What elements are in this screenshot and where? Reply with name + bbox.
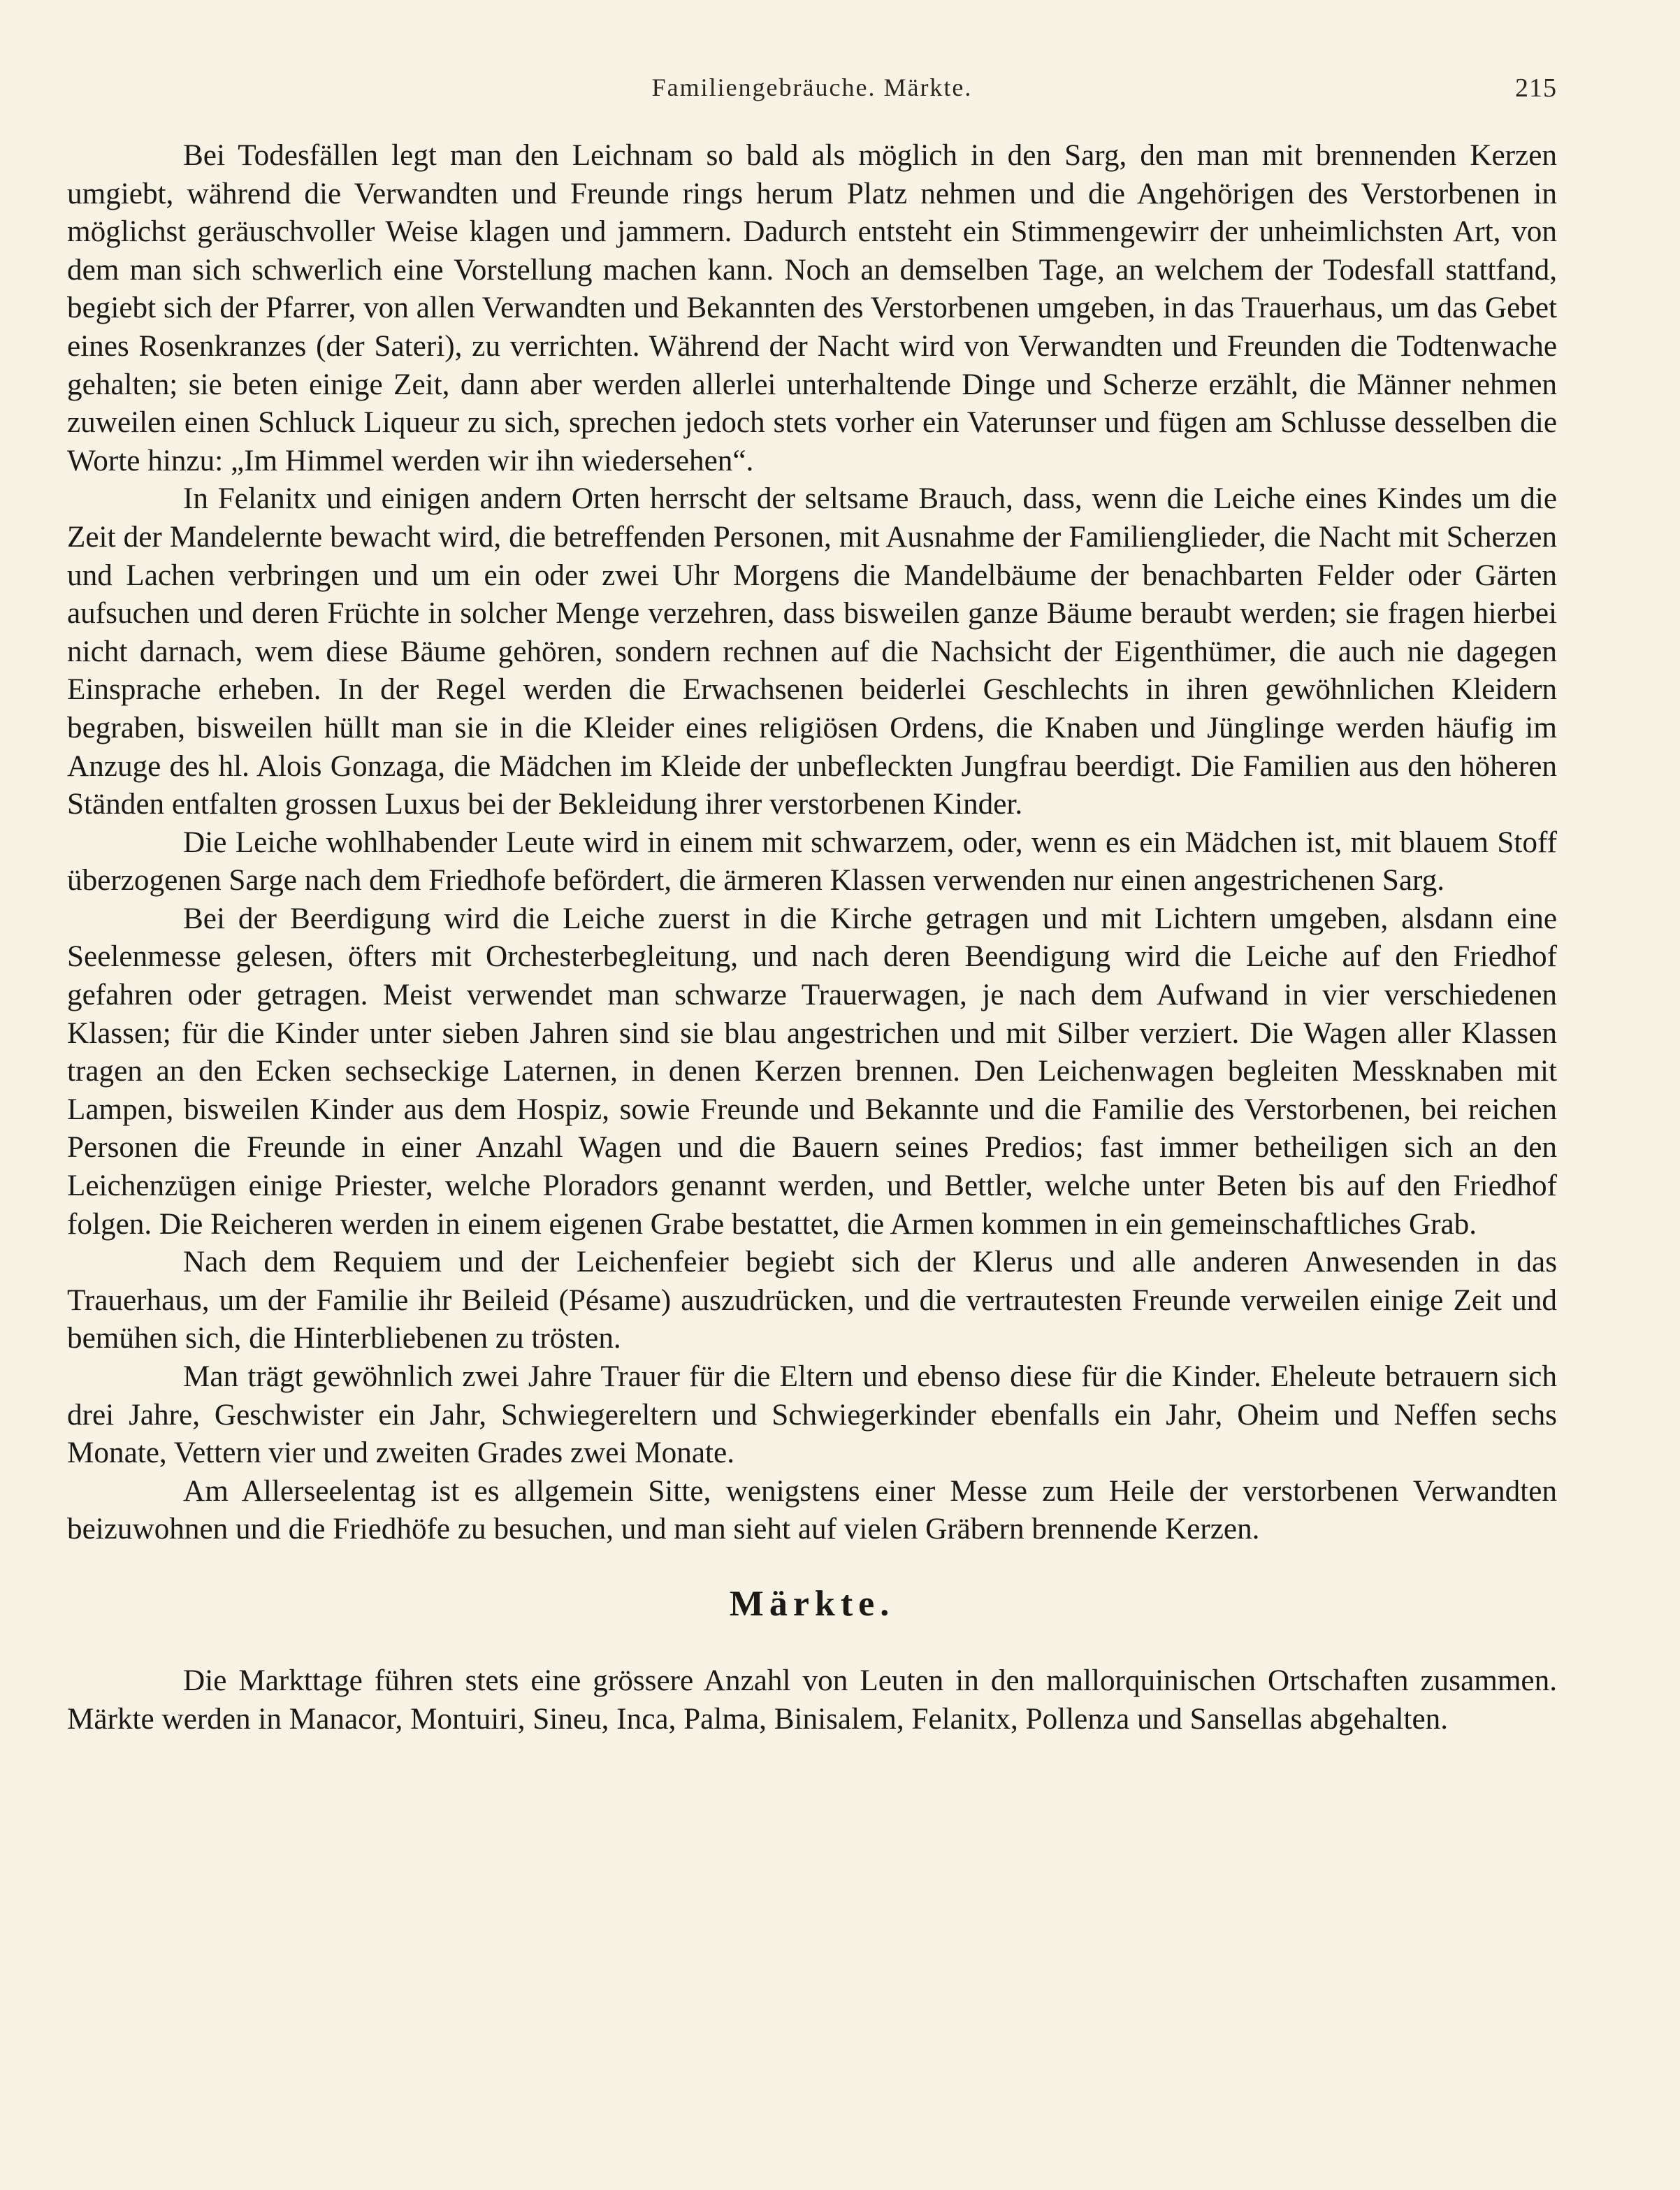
running-title: Familiengebräuche. Märkte.: [651, 73, 973, 101]
paragraph-condolence: Nach dem Requiem und der Leichenfeier begiebt sich der Klerus und alle anderen Anwesenden in das Trauerhaus, um der Familie ihr Beileid (Pésame) auszudrücken, und die vertrautesten Freunde verweilen einige Zeit und bemühen sich, die Hinterbliebenen zu trösten.: [67, 1246, 1557, 1355]
section-heading-markets: Märkte.: [729, 1583, 895, 1624]
paragraph-burial: Bei der Beerdigung wird die Leiche zuerst in die Kirche getragen und mit Lichtern umgeben, alsdann eine Seelenmesse gelesen, öfters mit Orchesterbegleitung, und nach deren Beendigung wird die Leiche auf den Friedhof gefahren oder getragen. Meist verwendet man schwarze Trauerwagen, je nach dem Aufwand in vier verschiedenen Klassen; für die Kinder unter sieben Jahren sind sie blau angestrichen und mit Silber verziert. Die Wagen aller Klassen tragen an den Ecken sechseckige Laternen, in denen Kerzen brennen. Den Leichenwagen begleiten Messknaben mit Lampen, bisweilen Kinder aus dem Hospiz, sowie Freunde und Bekannte und die Familie des Verstorbenen, bei reichen Personen die Freunde in einer Anzahl Wagen und die Bauern seines Predios; fast immer betheiligen sich an den Leichenzügen einige Priester, welche Ploradors genannt werden, und Bettler, welche unter Beten bis auf den Friedhof folgen. Die Reicheren werden in einem eigenen Grabe bestattet, die Armen kommen in ein gemeinschaftliches Grab.: [67, 902, 1557, 1241]
paragraph-death-customs: Bei Todesfällen legt man den Leichnam so bald als möglich in den Sarg, den man mit brennenden Kerzen umgiebt, während die Verwandten und Freunde rings herum Platz nehmen und die Angehörigen des Verstorbenen in möglichst geräuschvoller Weise klagen und jammern. Dadurch entsteht ein Stimmengewirr der unheimlichsten Art, von dem man sich schwerlich eine Vorstellung machen kann. Noch an demselben Tage, an welchem der Todesfall stattfand, begiebt sich der Pfarrer, von allen Verwandten und Bekannten des Verstorbenen umgeben, in das Trauerhaus, um das Gebet eines Rosenkranzes (der Sateri), zu verrichten. Während der Nacht wird von Verwandten und Freunden die Todtenwache gehalten; sie beten einige Zeit, dann aber werden allerlei unterhaltende Dinge und Scherze erzählt, die Männer nehmen zuweilen einen Schluck Liqueur zu sich, sprechen jedoch stets vorher ein Vaterunser und fügen am Schlusse desselben die Worte hinzu: „Im Himmel werden wir ihn wiedersehen“.: [67, 139, 1557, 477]
paragraph-mourning-periods: Man trägt gewöhnlich zwei Jahre Trauer für die Eltern und ebenso diese für die Kinder. Eheleute betrauern sich drei Jahre, Geschwister ein Jahr, Schwiegereltern und Schwiegerkinder ebenfalls ein Jahr, Oheim und Neffen sechs Monate, Vettern vier und zweiten Grades zwei Monate.: [67, 1360, 1557, 1470]
paragraph-markets: Die Markttage führen stets eine grössere Anzahl von Leuten in den mallorquinischen Ortschaften zusammen. Märkte werden in Manacor, Montuiri, Sineu, Inca, Palma, Binisalem, Felanitx, Pollenza und Sansellas abgehalten.: [67, 1664, 1557, 1736]
running-head: [67, 73, 1557, 115]
page-number: 215: [1515, 73, 1557, 103]
paragraph-all-souls-day: Am Allerseelentag ist es allgemein Sitte, wenigstens einer Messe zum Heile der verstorbenen Verwandten beizuwohnen und die Friedhöfe zu besuchen, und man sieht auf vielen Gräbern brennende Kerzen.: [67, 1474, 1557, 1546]
paragraph-felanitx-custom: In Felanitx und einigen andern Orten herrscht der seltsame Brauch, dass, wenn die Leiche eines Kindes um die Zeit der Mandelernte bewacht wird, die betreffenden Personen, mit Ausnahme der Familienglieder, die Nacht mit Scherzen und Lachen verbringen und um ein oder zwei Uhr Morgens die Mandelbäume der benachbarten Felder oder Gärten aufsuchen und deren Früchte in solcher Menge verzehren, dass bisweilen ganze Bäume beraubt werden; sie fragen hierbei nicht darnach, wem diese Bäume gehören, sondern rechnen auf die Nachsicht der Eigenthümer, die auch nie dagegen Einsprache erheben. In der Regel werden die Erwachsenen beiderlei Geschlechts in ihren gewöhnlichen Kleidern begraben, bisweilen hüllt man sie in die Kleider eines religiösen Ordens, die Knaben und Jünglinge werden häufig im Anzuge des hl. Alois Gonzaga, die Mädchen im Kleide der unbefleckten Jungfrau beerdigt. Die Familien aus den höheren Ständen entfalten grossen Luxus bei der Bekleidung ihrer verstorbenen Kinder.: [67, 482, 1557, 821]
page-body: [67, 137, 1557, 1738]
paragraph-coffin: Die Leiche wohlhabender Leute wird in einem mit schwarzem, oder, wenn es ein Mädchen ist, mit blauem Stoff überzogenen Sarge nach dem Friedhofe befördert, die ärmeren Klassen verwenden nur einen angestrichenen Sarg.: [67, 826, 1557, 898]
